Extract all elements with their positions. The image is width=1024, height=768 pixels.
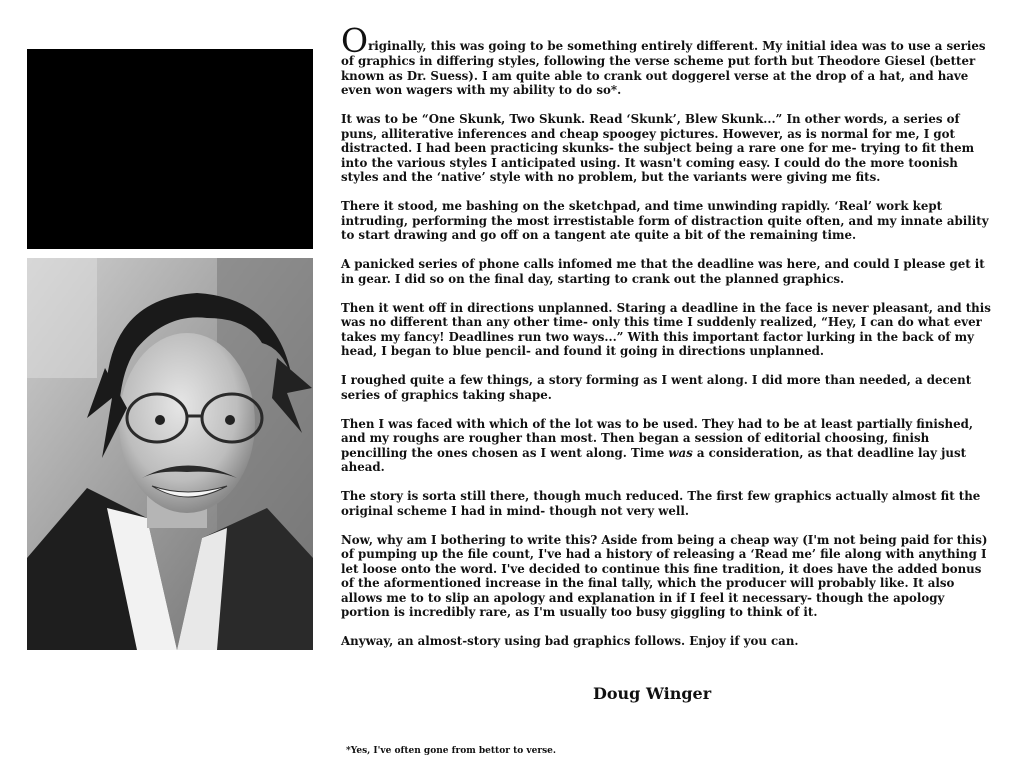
paragraph-7: Then I was faced with which of the lot was to be used. They had to be at least partially finished, and my roughs are rougher than most. Then began a session of editorial choosing, finish pencilling the ones chosen as I went along. Time was a consideration, as that deadline lay just ahead.: [341, 416, 973, 474]
footnote: *Yes, I've often gone from bettor to verse.: [346, 746, 556, 756]
paragraph-9: Now, why am I bothering to write this? Aside from being a cheap way (I'm not being paid for this) of pumping up the file count, I've had a history of releasing a ‘Read me’ file along with anything I let loose onto the word. I've decided to continue this fine tradition, it does have the added bonus of the aformentioned increase in the final tally, which the producer will probably like. It also allows me to to slip an apology and explanation in if I feel it necessary- though the apology portion is incredibly rare, as I'm usually too busy giggling to think of it.: [341, 532, 988, 619]
paragraph-3: There it stood, me bashing on the sketchpad, and time unwinding rapidly. ‘Real’ work kept intruding, performing the most irrestistable form of distraction quite often, and my innate ability to start drawing and go off on a tangent ate quite a bit of the remaining time.: [341, 199, 989, 242]
paragraph-2: It was to be “One Skunk, Two Skunk. Read ‘Skunk’, Blew Skunk...” In other words, a series of puns, alliterative inferences and cheap spoogey pictures. However, as is normal for me, I got distracted. I had been practicing skunks- the subject being a rare one for me- trying to fit them into the various styles I anticipated using. It wasn't coming easy. I could do the more toonish styles and the ‘native’ style with no problem, but the variants were giving me fits.: [341, 112, 975, 184]
paragraph-8: The story is sorta still there, though much reduced. The first few graphics actually almost fit the original scheme I had in mind- though not very well.: [341, 489, 981, 518]
drop-cap: O: [341, 21, 369, 60]
paragraph-6: I roughed quite a few things, a story forming as I went along. I did more than needed, a decent series of graphics taking shape.: [341, 373, 972, 402]
paragraph-5: Then it went off in directions unplanned. Staring a deadline in the face is never pleasant, and this was no different than any other time- only this time I suddenly realized, “Hey, I can do what ever takes my fancy! Deadlines run two ways...” With this important factor lurking in the back of my head, I began to blue pencil- and found it going in directions unplanned.: [341, 300, 991, 358]
paragraph-10: Anyway, an almost-story using bad graphics follows. Enjoy if you can.: [341, 634, 799, 648]
paragraph-1: Originally, this was going to be something entirely different. My initial idea was to use a series of graphics in differing styles, following the verse scheme put forth but Theodore Giesel (better known as Dr. Suess). I am quite able to crank out doggerel verse at the drop of a hat, and have even won wagers with my ability to do so*.: [341, 21, 986, 97]
black-image-placeholder: [27, 49, 313, 249]
author-photo: [27, 258, 313, 650]
paragraph-4: A panicked series of phone calls infomed me that the deadline was here, and could I please get it in gear. I did so on the final day, starting to crank out the planned graphics.: [341, 257, 985, 286]
author-signature: Doug Winger: [593, 684, 712, 703]
article-body: [341, 21, 997, 663]
